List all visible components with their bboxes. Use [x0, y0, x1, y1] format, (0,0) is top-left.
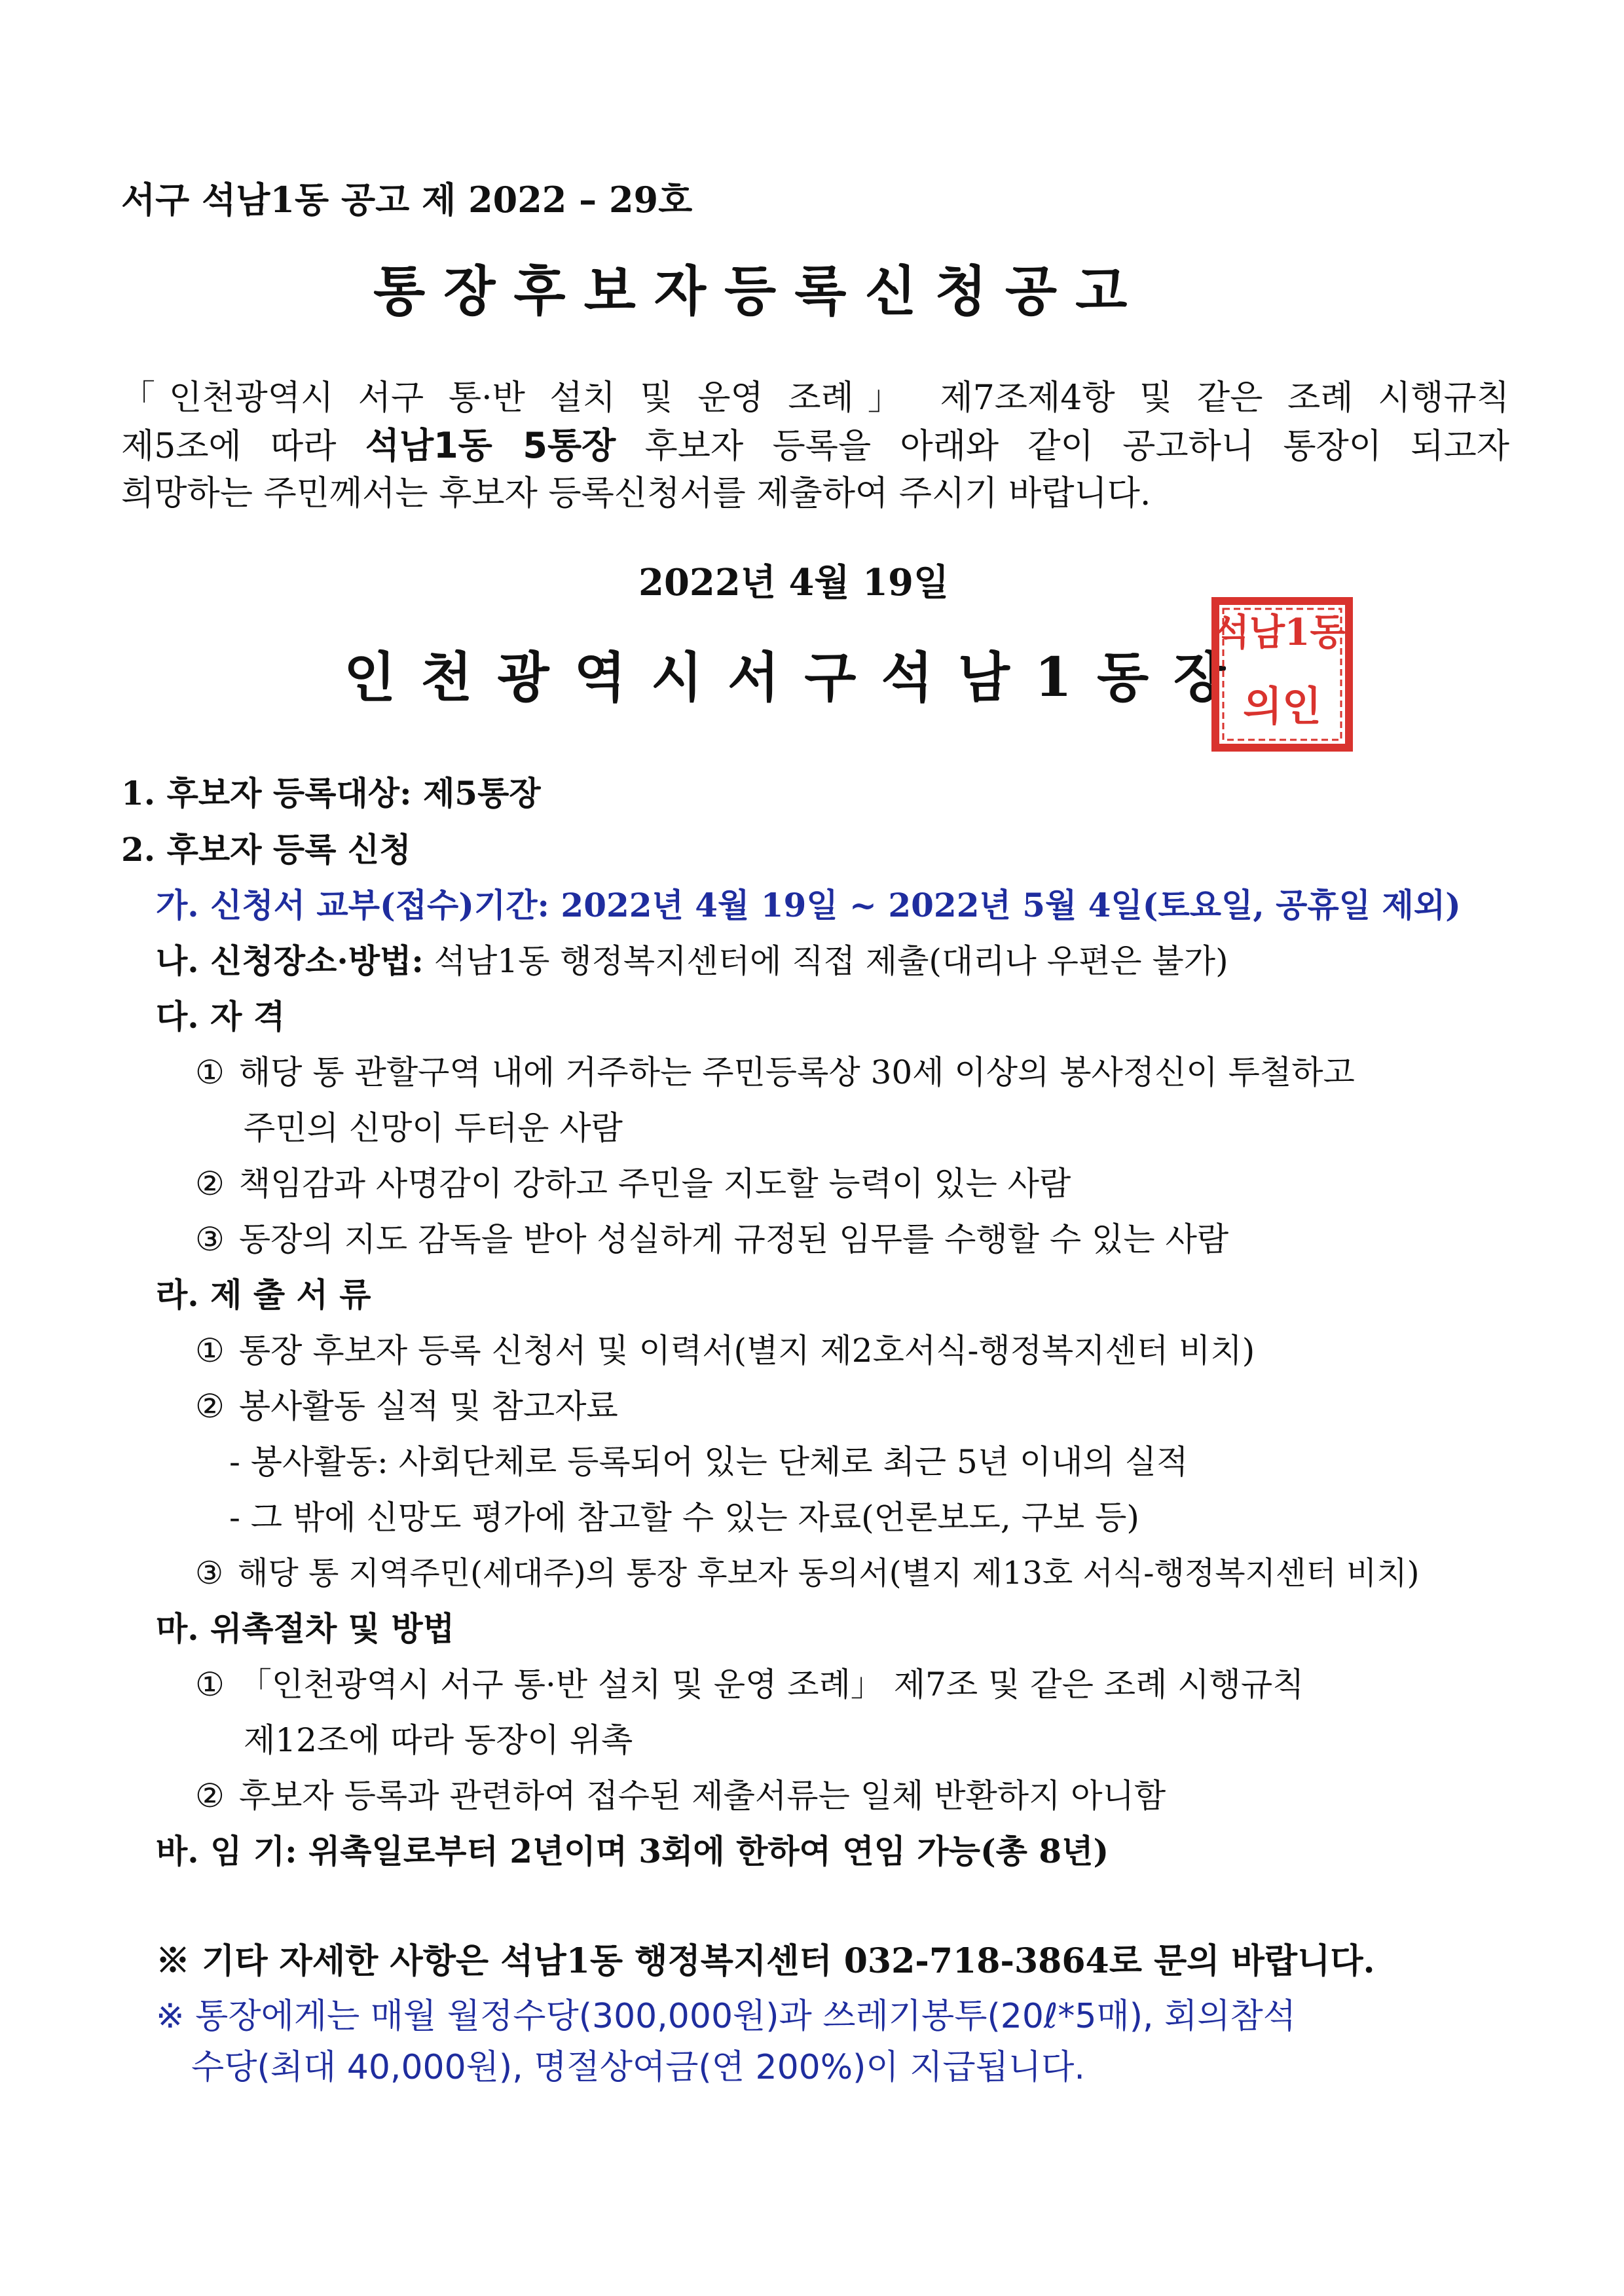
item-ba-term: 바. 임 기: 위촉일로부터 2년이며 3회에 한하여 연임 가능(총 8년)	[156, 1832, 1109, 1870]
intro-line-1: 「인천광역시 서구 통·반 설치 및 운영 조례」 제7조제4항 및 같은 조례 시행규칙	[121, 378, 1509, 418]
item-2-application: 2. 후보자 등록 신청	[121, 830, 411, 869]
ra-2	[195, 1387, 618, 1426]
ra-1	[195, 1331, 1255, 1370]
intro-line-2-post: 후보자 등록을 아래와 같이 공고하니 통장이 되고자	[644, 427, 1509, 466]
circled-one-marker: ①	[195, 1053, 225, 1091]
note-contact: ※ 기타 자세한 사항은 석남1동 행정복지센터 032-718-3864로 문의 바랍니다.	[156, 1941, 1375, 1981]
item-na-text: 석남1동 행정복지센터에 직접 제출(대리나 우편은 불가)	[434, 942, 1228, 980]
ma-1-line-2: 제12조에 따라 동장이 위촉	[244, 1721, 633, 1759]
intro-emphasis: 석남1동 5통장	[365, 425, 616, 466]
item-1-target: 1. 후보자 등록대상: 제5통장	[121, 774, 541, 812]
da-2	[195, 1164, 1071, 1203]
ma-1-text: 「인천광역시 서구 통·반 설치 및 운영 조례」 제7조 및 같은 조례 시행규칙	[238, 1666, 1304, 1704]
da-1-text: 해당 통 관할구역 내에 거주하는 주민등록상 30세 이상의 봉사정신이 투철하고	[238, 1053, 1355, 1091]
da-2-text: 책임감과 사명감이 강하고 주민을 지도할 능력이 있는 사람	[238, 1165, 1071, 1203]
seal-text-1: 석남	[1213, 611, 1285, 654]
ra-3-text: 해당 통 지역주민(세대주)의 통장 후보자 동의서(별지 제13호 서식-행정복지센터 비치)	[238, 1555, 1420, 1592]
ra-2-sub-1: - 봉사활동: 사회단체로 등록되어 있는 단체로 최근 5년 이내의 실적	[229, 1443, 1189, 1481]
circled-two-marker: ②	[195, 1777, 225, 1815]
note-benefits-line-1: ※ 통장에게는 매월 월정수당(300,000원)과 쓰레기봉투(20ℓ*5매), 회의참석	[156, 1997, 1296, 2036]
circled-two-marker: ②	[195, 1165, 225, 1203]
circled-one-marker: ①	[195, 1666, 225, 1704]
ra-1-text: 통장 후보자 등록 신청서 및 이력서(별지 제2호서식-행정복지센터 비치)	[238, 1332, 1255, 1370]
da-3-text: 동장의 지도 감독을 받아 성실하게 규정된 임무를 수행할 수 있는 사람	[238, 1220, 1229, 1258]
intro-line-2-pre: 제5조에 따라	[121, 427, 337, 466]
intro-line-3: 희망하는 주민께서는 후보자 등록신청서를 제출하여 주시기 바랍니다.	[121, 474, 1151, 513]
item-da-qualification: 다. 자 격	[156, 997, 286, 1036]
da-1-line-1	[195, 1053, 1355, 1092]
official-seal	[1210, 596, 1354, 753]
seal-text-2: 1동	[1284, 611, 1346, 654]
item-na-label: 나. 신청장소·방법:	[156, 941, 424, 980]
seal-text-3: 의인	[1243, 682, 1321, 730]
note-benefits-line-2: 수당(최대 40,000원), 명절상여금(연 200%)이 지급됩니다.	[191, 2048, 1085, 2087]
ra-3	[195, 1554, 1419, 1593]
ra-2-text: 봉사활동 실적 및 참고자료	[238, 1387, 618, 1425]
circled-three-marker: ③	[195, 1220, 225, 1258]
da-3	[195, 1220, 1228, 1259]
ra-2-sub-2: - 그 밖에 신망도 평가에 참고할 수 있는 자료(언론보도, 구보 등)	[229, 1499, 1139, 1537]
ma-2-text: 후보자 등록과 관련하여 접수된 제출서류는 일체 반환하지 아니함	[238, 1777, 1166, 1815]
ma-2	[195, 1776, 1166, 1815]
circled-one-marker: ①	[195, 1332, 225, 1370]
notice-date: 2022년 4월 19일	[638, 561, 950, 604]
item-ra-documents: 라. 제 출 서 류	[156, 1275, 371, 1314]
item-ga-period: 가. 신청서 교부(접수)기간: 2022년 4월 19일 ~ 2022년 5월 4일(토요일, 공휴일 제외)	[156, 886, 1461, 924]
circled-three-marker: ③	[195, 1555, 224, 1592]
da-1-line-2: 주민의 신망이 두터운 사람	[244, 1109, 623, 1147]
item-na-location	[156, 941, 1228, 981]
notice-title: 통장후보자등록신청공고	[373, 260, 1146, 323]
issuer-name: 인천광역시서구석남1동장	[344, 646, 1251, 709]
item-ma-procedure: 마. 위촉절차 및 방법	[156, 1609, 455, 1648]
intro-line-2	[121, 426, 1509, 466]
ma-1-line-1	[195, 1665, 1304, 1704]
circled-two-marker: ②	[195, 1387, 225, 1425]
notice-number: 서구 석남1동 공고 제 2022 – 29호	[121, 179, 693, 221]
